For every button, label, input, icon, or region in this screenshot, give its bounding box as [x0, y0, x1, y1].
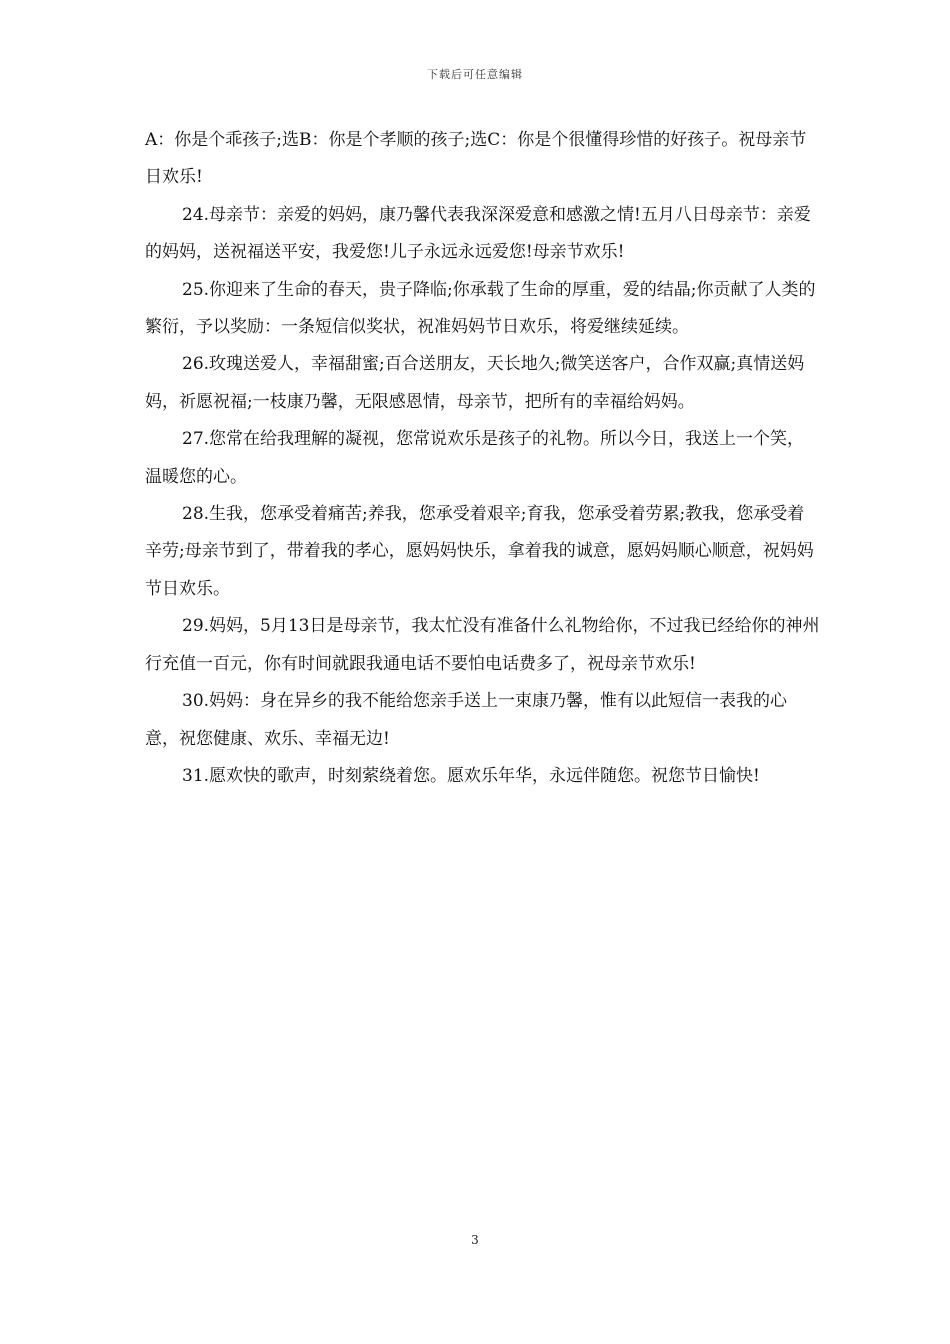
paragraph-28: 28.生我，您承受着痛苦;养我，您承受着艰辛;育我，您承受着劳累;教我，您承受着辛劳;母亲节到了，带着我的孝心，愿妈妈快乐，拿着我的诚意，愿妈妈顺心顺意，祝妈妈节日欢乐。: [145, 504, 814, 599]
page-number: 3: [471, 1233, 479, 1247]
document-body: [145, 122, 820, 795]
paragraph-24: 24.母亲节：亲爱的妈妈，康乃馨代表我深深爱意和感激之情!五月八日母亲节：亲爱的妈妈，送祝福送平安，我爱您!儿子永远永远爱您!母亲节欢乐!: [145, 204, 811, 263]
paragraph-25: 25.你迎来了生命的春天，贵子降临;你承载了生命的厚重，爱的结晶;你贡献了人类的繁衍，予以奖励：一条短信似奖状，祝准妈妈节日欢乐，将爱继续延续。: [145, 279, 816, 338]
paragraph-30: 30.妈妈：身在异乡的我不能给您亲手送上一束康乃馨，惟有以此短信一表我的心意，祝您健康、欢乐、幸福无边!: [145, 691, 788, 749]
paragraph-26: 26.玫瑰送爱人，幸福甜蜜;百合送朋友，天长地久;微笑送客户，合作双赢;真情送妈妈，祈愿祝福;一枝康乃馨，无限感恩情，母亲节，把所有的幸福给妈妈。: [145, 354, 805, 412]
page-header: 下载后可任意编辑: [427, 68, 523, 81]
paragraph-27: 27.您常在给我理解的凝视，您常说欢乐是孩子的礼物。所以今日，我送上一个笑，温暖您的心。: [145, 429, 805, 487]
paragraph-31: 31.愿欢快的歌声，时刻萦绕着您。愿欢乐年华，永远伴随您。祝您节日愉快!: [182, 765, 760, 786]
paragraph-29: 29.妈妈，5月13日是母亲节，我太忙没有准备什么礼物给你，不过我已经给你的神州行充值一百元，你有时间就跟我通电话不要怕电话费多了，祝母亲节欢乐!: [145, 616, 820, 674]
paragraph-quiz-result: A：你是个乖孩子;选B：你是个孝顺的孩子;选C：你是个很懂得珍惜的好孩子。祝母亲节日欢乐!: [145, 130, 807, 188]
